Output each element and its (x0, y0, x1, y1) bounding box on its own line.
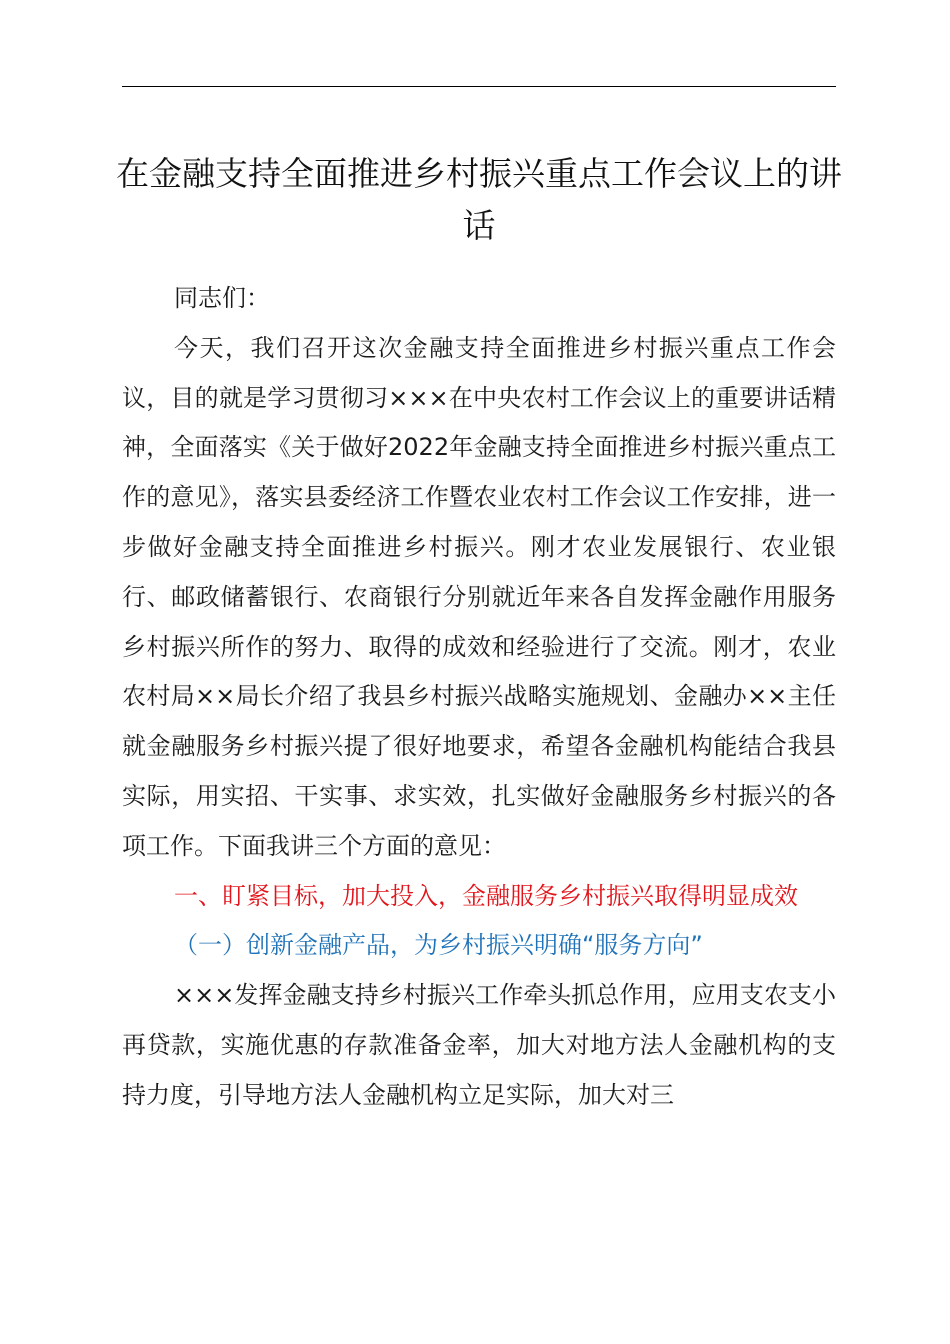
section-heading-1: 一、盯紧目标，加大投入，金融服务乡村振兴取得明显成效 (174, 881, 798, 910)
paragraph-intro: 今天，我们召开这次金融支持全面推进乡村振兴重点工作会议，目的就是学习贯彻习×××在中央农村工作会议上的重要讲话精神，全面落实《关于做好2022年金融支持全面推进乡村振兴重点工作的意见》，落实县委经济工作暨农业农村工作会议工作安排，进一步做好金融支持全面推进乡村振兴。刚才农业发展银行、农业银行、邮政储蓄银行、农商银行分别就近年来各自发挥金融作用服务乡村振兴所作的努力、取得的成效和经验进行了交流。刚才，农业农村局××局长介绍了我县乡村振兴战略实施规划、金融办××主任就金融服务乡村振兴提了很好地要求，希望各金融机构能结合我县实际，用实招、干实事、求实效，扎实做好金融服务乡村振兴的各项工作。下面我讲三个方面的意见： (122, 333, 836, 860)
paragraph-section-1: ×××发挥金融支持乡村振兴工作牵头抓总作用，应用支农支小再贷款，实施优惠的存款准备金率，加大对地方法人金融机构的支持力度，引导地方法人金融机构立足实际，加大对三 (122, 981, 836, 1109)
header-rule (122, 86, 836, 87)
document-title: 在金融支持全面推进乡村振兴重点工作会议上的讲话 (116, 154, 842, 245)
document-body (122, 274, 836, 1121)
subsection-heading-1: （一）创新金融产品，为乡村振兴明确“服务方向” (174, 931, 703, 960)
salutation: 同志们： (174, 284, 270, 312)
